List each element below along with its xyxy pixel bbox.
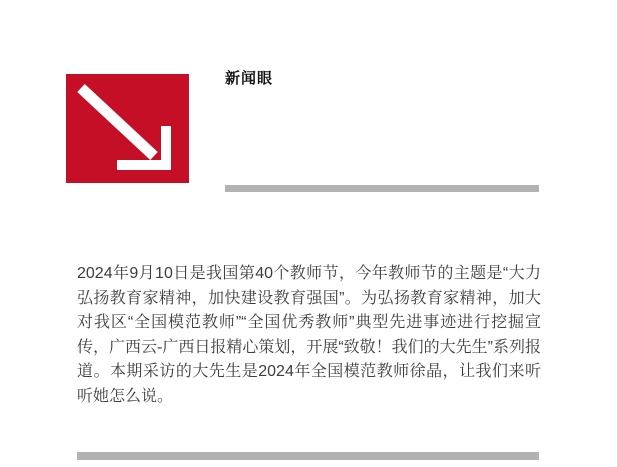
- top-divider: [225, 185, 539, 192]
- article-paragraph: 2024年9月10日是我国第40个教师节，今年教师节的主题是“大力弘扬教育家精神，加快建设教育强国”。为弘扬教育家精神，加大对我区“全国模范教师”“全国优秀教师”典型先进事迹进行挖掘宣传，广西云-广西日报精心策划，开展“致敬！我们的大先生”系列报道。本期采访的大先生是2024年全国模范教师徐晶，让我们来听听她怎么说。: [77, 265, 541, 405]
- bottom-divider: [77, 452, 539, 460]
- news-eye-logo: [66, 74, 189, 183]
- section-title: 新闻眼: [225, 70, 274, 87]
- arrow-down-right-icon: [66, 74, 189, 183]
